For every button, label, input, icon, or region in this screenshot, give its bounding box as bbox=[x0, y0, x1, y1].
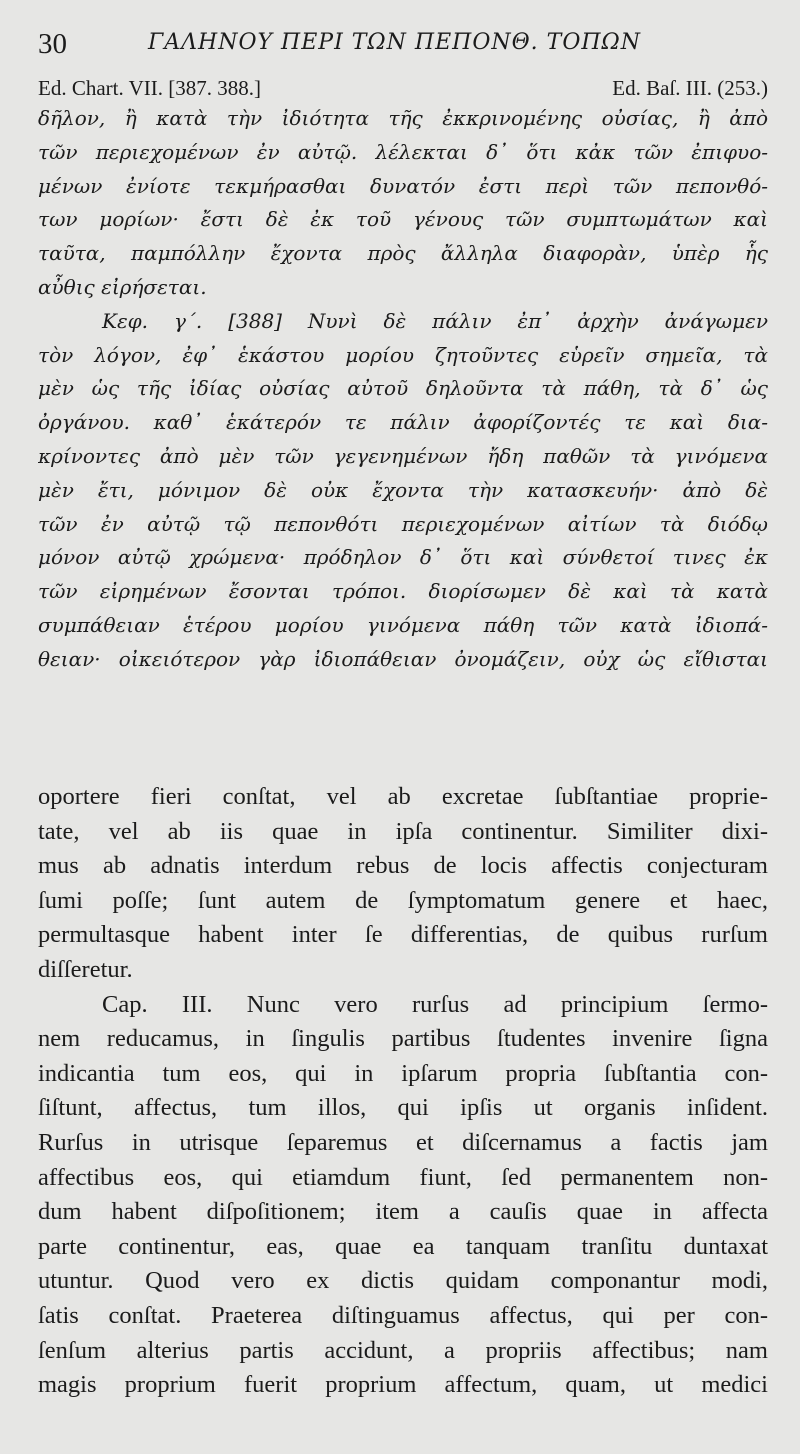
greek-text-line: συμπάθειαν ἑτέρου μορίου γινόμενα πάθη τῶν κατὰ ἰδιοπά- bbox=[38, 612, 768, 637]
greek-text-line: κρίνοντες ἀπὸ μὲν τῶν γεγενημένων ἤδη παθῶν τὰ γινόμενα bbox=[38, 443, 768, 468]
page-header bbox=[38, 28, 768, 62]
latin-text-line: tate, vel ab iis quae in ipſa continentur. Similiter dixi- bbox=[38, 817, 768, 845]
latin-text-line: affectibus eos, qui etiamdum fiunt, ſed permanentem non- bbox=[38, 1163, 768, 1191]
greek-text-line: θειαν· οἰκειότερον γὰρ ἰδιοπάθειαν ὀνομάζειν, οὐχ ὡς εἴθισται bbox=[38, 646, 768, 671]
greek-text-line: μένων ἐνίοτε τεκμήρασθαι δυνατόν ἐστι περὶ τῶν πεπονθό- bbox=[38, 173, 768, 198]
latin-text-line: magis proprium fuerit proprium affectum, quam, ut medici bbox=[38, 1371, 768, 1399]
latin-text-line: mus ab adnatis interdum rebus de locis affectis conjecturam bbox=[38, 852, 768, 880]
greek-text-line: τῶν εἰρημένων ἔσονται τρόποι. διορίσωμεν δὲ καὶ τὰ κατὰ bbox=[38, 579, 768, 604]
latin-text-line: dum habent diſpoſitionem; item a cauſis quae in affecta bbox=[38, 1198, 768, 1226]
latin-text-line: parte continentur, eas, quae ea tanquam tranſitu duntaxat bbox=[38, 1232, 768, 1260]
latin-text-line: indicantia tum eos, qui in ipſarum propria ſubſtantia con- bbox=[38, 1059, 768, 1087]
latin-text-line: ſiſtunt, affectus, tum illos, qui ipſis ut organis inſident. bbox=[38, 1094, 768, 1122]
edition-basel-reference: Ed. Baſ. III. (253.) bbox=[612, 76, 768, 100]
running-title: ΓΑΛΗΝΟΥ ΠΕΡΙ ΤΩΝ ΠΕΠΟΝΘ. ΤΟΠΩΝ bbox=[148, 30, 642, 55]
latin-chapter-start-line: Cap. III. Nunc vero rurſus ad principium ſermo- bbox=[102, 990, 768, 1018]
greek-text-line: τῶν ἐν αὐτῷ τῷ πεπονθότι περιεχομένων αἰτίων τὰ διόδῳ bbox=[38, 511, 768, 536]
greek-text-line: δῆλον, ἢ κατὰ τὴν ἰδιότητα τῆς ἐκκρινομένης οὐσίας, ἢ ἀπὸ bbox=[38, 106, 768, 130]
latin-text-line: diſſeretur. bbox=[38, 955, 133, 983]
greek-text-line: ταῦτα, παμπόλλην ἔχοντα πρὸς ἄλληλα διαφορὰν, ὑπὲρ ἧς bbox=[38, 241, 768, 266]
greek-chapter-start-line: Κεφ. γ΄. [388] Νυνὶ δὲ πάλιν ἐπ᾽ ἀρχὴν ἀνάγωμεν bbox=[102, 308, 768, 333]
edition-chartier-reference: Ed. Chart. VII. [387. 388.] bbox=[38, 76, 261, 100]
latin-text-line: ſatis conſtat. Praeterea diſtinguamus affectus, qui per con- bbox=[38, 1301, 768, 1329]
page-number: 30 bbox=[38, 28, 67, 60]
greek-text-line: μὲν ἔτι, μόνιμον δὲ οὐκ ἔχοντα τὴν κατασκευήν· ἀπὸ δὲ bbox=[38, 477, 768, 502]
latin-text-line: ſumi poſſe; ſunt autem de ſymptomatum genere et haec, bbox=[38, 886, 768, 914]
greek-text-line: τὸν λόγον, ἐφ᾽ ἑκάστου μορίου ζητοῦντες εὑρεῖν σημεῖα, τὰ bbox=[38, 342, 768, 367]
greek-text-block bbox=[38, 102, 768, 677]
greek-text-line: ὀργάνου. καθ᾽ ἑκάτερόν τε πάλιν ἀφορίζοντές τε καὶ δια- bbox=[38, 410, 768, 435]
latin-text-line: oportere fieri conſtat, vel ab excretae ſubſtantiae proprie- bbox=[38, 783, 768, 810]
latin-text-line: ſenſum alterius partis accidunt, a propriis affectibus; nam bbox=[38, 1336, 768, 1364]
edition-reference-line bbox=[38, 76, 768, 104]
greek-text-line: μόνον αὐτῷ χρώμενα· πρόδηλον δ᾽ ὅτι καὶ σύνθετοί τινες ἐκ bbox=[38, 545, 768, 570]
latin-text-line: permultasque habent inter ſe differentias, de quibus rurſum bbox=[38, 921, 768, 949]
latin-text-line: nem reducamus, in ſingulis partibus ſtudentes invenire ſigna bbox=[38, 1025, 768, 1053]
latin-text-line: Rurſus in utrisque ſeparemus et diſcernamus a factis jam bbox=[38, 1128, 768, 1156]
latin-text-block bbox=[38, 780, 768, 1403]
greek-text-line: μὲν ὡς τῆς ἰδίας οὐσίας αὐτοῦ δηλοῦντα τὰ πάθη, τὰ δ᾽ ὡς bbox=[38, 376, 768, 401]
greek-text-line: αὖθις εἰρήσεται. bbox=[38, 274, 207, 299]
greek-text-line: των μορίων· ἔστι δὲ ἐκ τοῦ γένους τῶν συμπτωμάτων καὶ bbox=[38, 207, 768, 232]
greek-text-line: τῶν περιεχομένων ἐν αὐτῷ. λέλεκται δ᾽ ὅτι κἀκ τῶν ἐπιφυο- bbox=[38, 139, 768, 164]
latin-text-line: utuntur. Quod vero ex dictis quidam componantur modi, bbox=[38, 1267, 768, 1295]
